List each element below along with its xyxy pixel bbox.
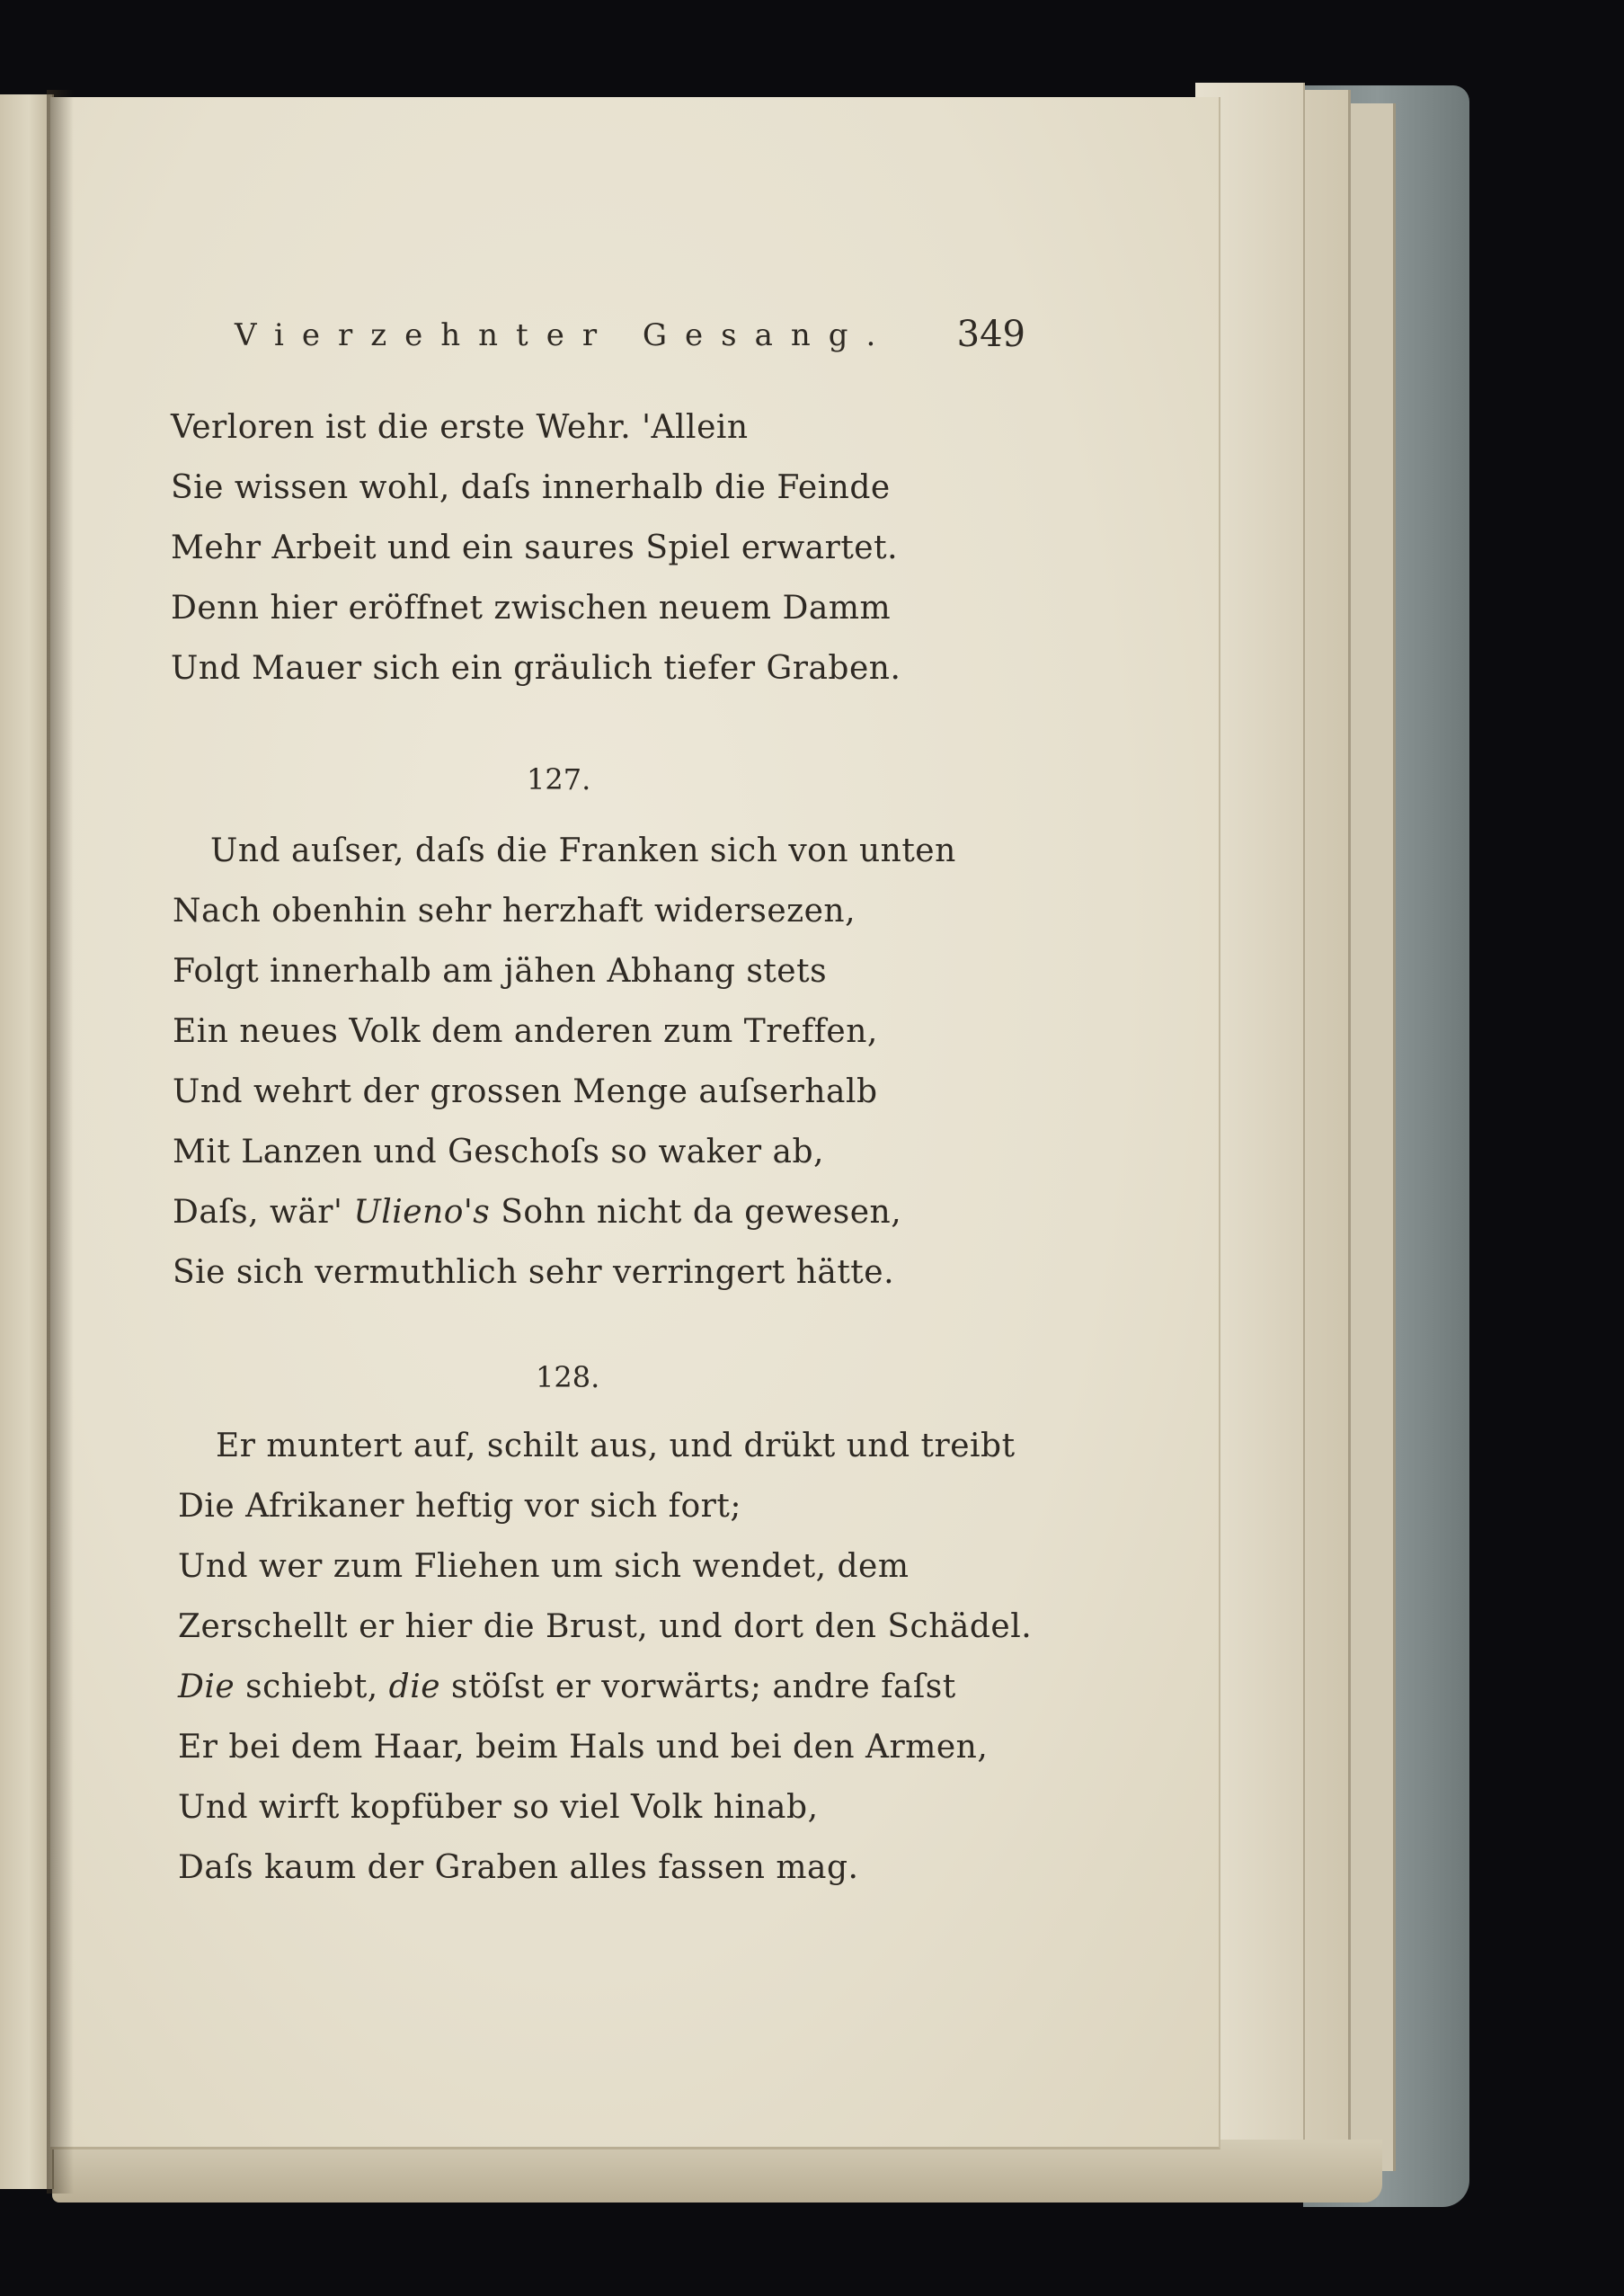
verse-line: Folgt innerhalb am jähen Abhang stets bbox=[173, 953, 828, 990]
verse-line: Mit Lanzen und Geschoſs so waker ab, bbox=[173, 1134, 824, 1170]
running-head-title: Vierzehnter Gesang. bbox=[235, 317, 894, 353]
verse-line bbox=[178, 1669, 956, 1705]
verse-line: Mehr Arbeit und ein saures Spiel erwartet. bbox=[171, 530, 899, 566]
verse-line-middle: schiebt, bbox=[235, 1669, 389, 1705]
stanza-number: 128. bbox=[536, 1360, 600, 1394]
stanza-number: 127. bbox=[527, 762, 591, 796]
verse-line-end: stöſst er vorwärts; andre faſst bbox=[440, 1669, 956, 1705]
verse-line: Zerschellt er hier die Brust, und dort den Schädel. bbox=[178, 1608, 1033, 1645]
verse-line: Und wer zum Fliehen um sich wendet, dem bbox=[178, 1548, 910, 1585]
verse-line: Daſs kaum der Graben alles fassen mag. bbox=[178, 1849, 859, 1886]
verse-line: Er muntert auf, schilt aus, und drükt und treibt bbox=[216, 1428, 1016, 1464]
page-number: 349 bbox=[956, 314, 1025, 355]
italic-name: Ulieno's bbox=[353, 1194, 491, 1231]
verse-line: Denn hier eröffnet zwischen neuem Damm bbox=[171, 590, 892, 627]
verse-line: Ein neues Volk dem anderen zum Treffen, bbox=[173, 1013, 878, 1050]
verse-line: Er bei dem Haar, beim Hals und bei den Armen, bbox=[178, 1729, 989, 1766]
verse-line-start: Daſs, wär' bbox=[173, 1194, 343, 1231]
verse-line-end: Sohn nicht da gewesen, bbox=[490, 1194, 902, 1231]
verse-line: Und Mauer sich ein gräulich tiefer Graben. bbox=[171, 650, 901, 687]
book-page bbox=[50, 97, 1220, 2149]
verse-line: Und auſser, daſs die Franken sich von unten bbox=[210, 832, 956, 869]
verse-line: Sie wissen wohl, daſs innerhalb die Feinde bbox=[171, 469, 891, 506]
running-head bbox=[235, 314, 1025, 371]
verse-line: Und wirft kopfüber so viel Volk hinab, bbox=[178, 1789, 819, 1826]
verse-line bbox=[173, 1194, 901, 1231]
verse-line: Sie sich vermuthlich sehr verringert hätte. bbox=[173, 1254, 895, 1291]
gutter-shadow bbox=[47, 90, 74, 2194]
verse-line: Verloren ist die erste Wehr. 'Allein bbox=[171, 409, 749, 446]
verse-line: Und wehrt der grossen Menge auſserhalb bbox=[173, 1073, 878, 1110]
italic-word: Die bbox=[178, 1669, 235, 1705]
verse-line: Nach obenhin sehr herzhaft widersezen, bbox=[173, 893, 856, 930]
facing-page-edge bbox=[0, 94, 54, 2189]
verse-line: Die Afrikaner heftig vor sich fort; bbox=[178, 1488, 741, 1525]
italic-word: die bbox=[388, 1669, 441, 1705]
